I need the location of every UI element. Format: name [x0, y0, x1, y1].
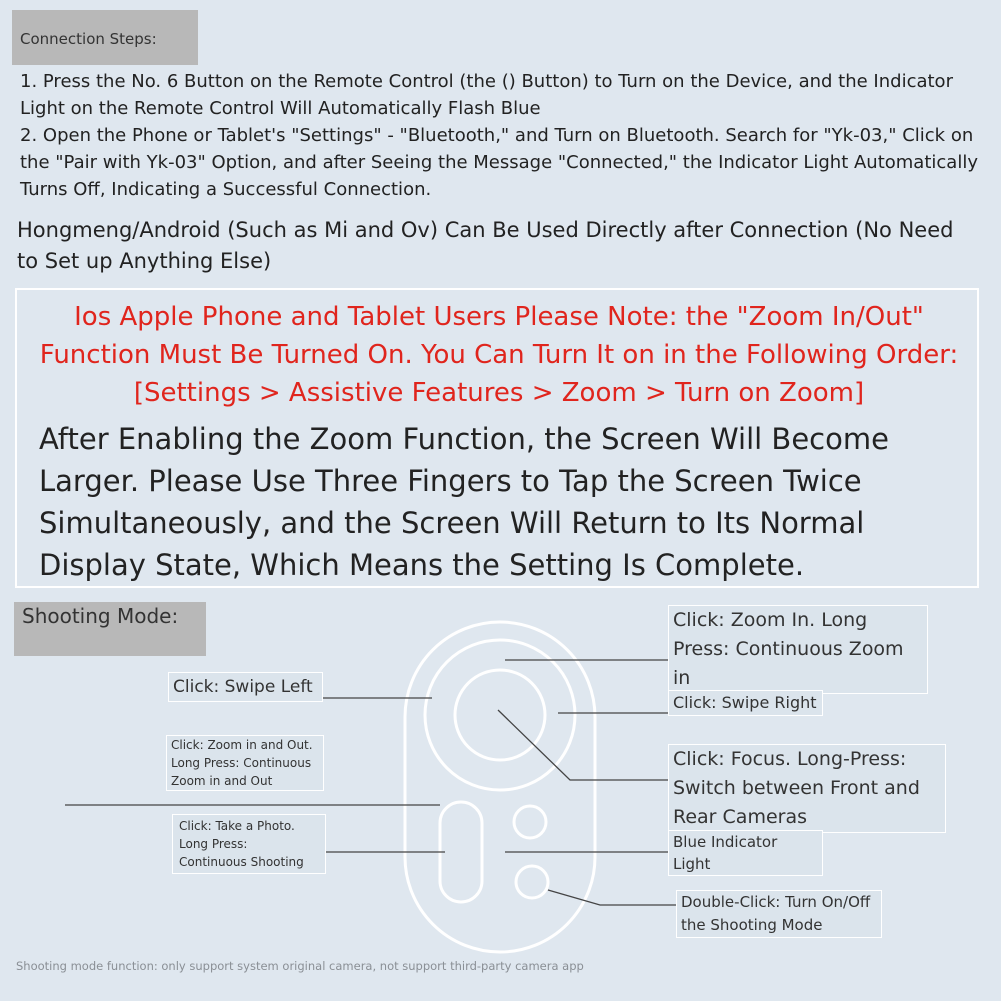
- step-1: 1. Press the No. 6 Button on the Remote Control (the () Button) to Turn on the Device, and the Indicator Light on the Remote Control Will Automatically Flash Blue: [20, 71, 953, 119]
- label-indicator: Blue Indicator Light: [668, 830, 823, 876]
- android-note: Hongmeng/Android (Such as Mi and Ov) Can Be Used Directly after Connection (No Need to Set up Anything Else): [17, 218, 954, 273]
- label-zoom-inout: Click: Zoom in and Out. Long Press: Continuous Zoom in and Out: [166, 735, 324, 791]
- label-swipe-left: Click: Swipe Left: [168, 672, 323, 702]
- ios-note-box: [15, 288, 979, 588]
- ios-note: Ios Apple Phone and Tablet Users Please Note: the "Zoom In/Out" Function Must Be Turned On. You Can Turn It on in the Following Order: [Settings > Assistive Features > Zoom > Turn on Zoom]: [39, 302, 959, 408]
- label-focus: Click: Focus. Long-Press: Switch between Front and Rear Cameras: [668, 744, 946, 833]
- label-photo: Click: Take a Photo. Long Press: Continuous Shooting: [172, 814, 326, 874]
- label-swipe-right: Click: Swipe Right: [668, 690, 823, 716]
- label-zoom-in: Click: Zoom In. Long Press: Continuous Zoom in: [668, 605, 928, 694]
- connection-steps-header: Connection Steps:: [12, 10, 198, 65]
- home-button: [516, 866, 548, 898]
- footer-note: Shooting mode function: only support system original camera, not support third-party camera app: [16, 959, 584, 973]
- phone-button: [514, 806, 546, 838]
- zoom-rocker: [440, 802, 482, 902]
- label-shooting-mode: Double-Click: Turn On/Off the Shooting Mode: [676, 890, 882, 938]
- step-2: 2. Open the Phone or Tablet's "Settings" - "Bluetooth," and Turn on Bluetooth. Search for "Yk-03," Click on the "Pair with Yk-03" Option, and after Seeing the Message "Connected," the Indicator Light Automatically Turns Off, Indicating a Successful Connection.: [20, 125, 978, 200]
- shooting-mode-header: Shooting Mode:: [14, 602, 206, 656]
- center-button: [455, 670, 545, 760]
- zoom-note: After Enabling the Zoom Function, the Screen Will Become Larger. Please Use Three Fingers to Tap the Screen Twice Simultaneously, and the Screen Will Return to Its Normal Display State, Which Means the Setting Is Complete.: [39, 422, 889, 582]
- dpad-ring: [425, 640, 575, 790]
